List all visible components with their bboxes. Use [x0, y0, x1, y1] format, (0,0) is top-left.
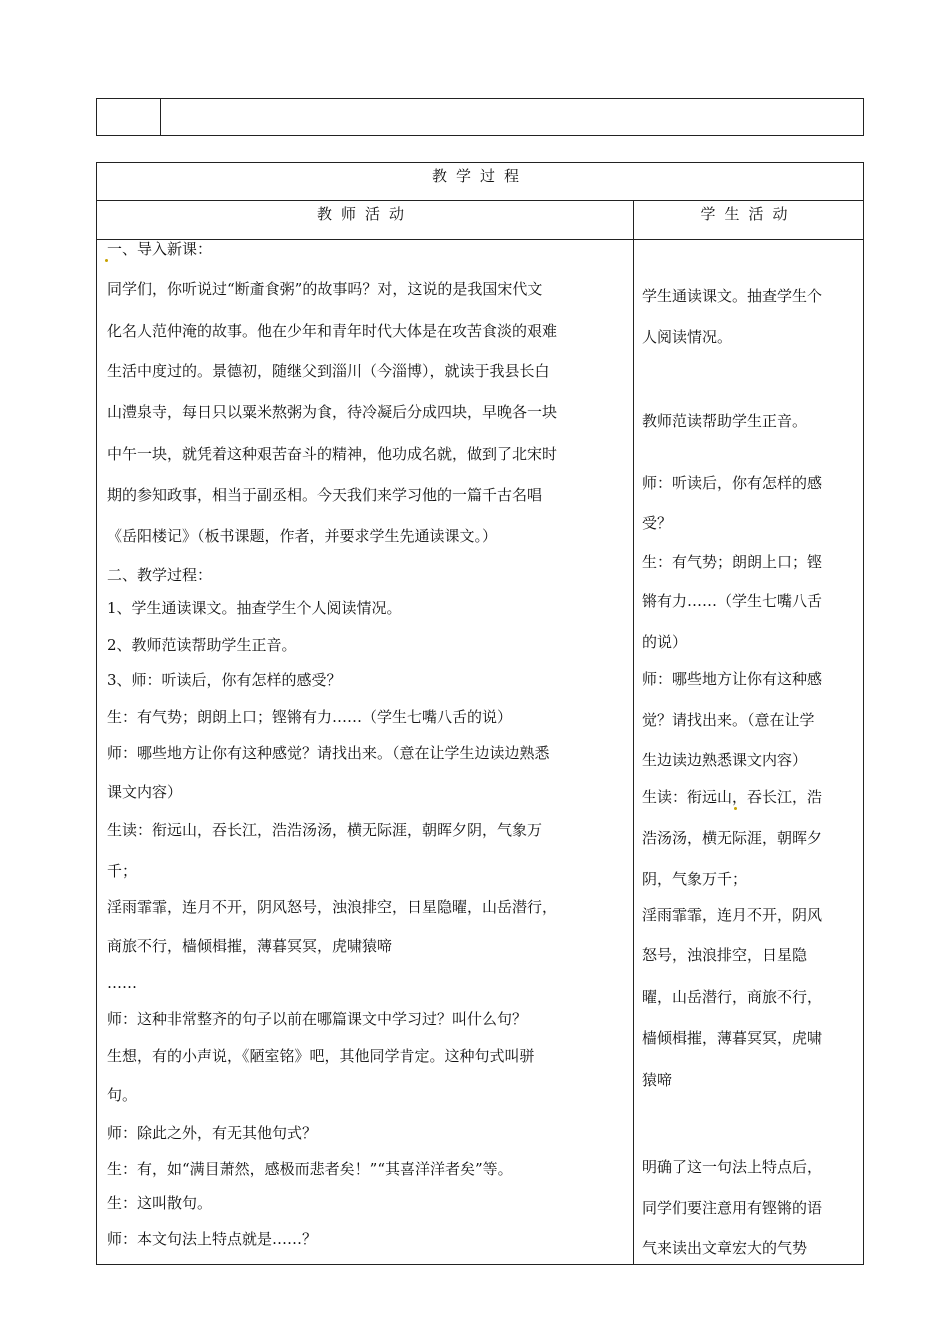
- student-line: 锵有力……（学生七嘴八舌: [642, 592, 823, 610]
- student-line: 人阅读情况。: [642, 328, 733, 346]
- teacher-line: 句。: [107, 1086, 138, 1104]
- student-line: 浩汤汤，横无际涯，朝晖夕: [642, 829, 823, 847]
- student-line: 受？: [642, 514, 673, 532]
- teacher-activity-header: 教师活动: [316, 205, 413, 223]
- student-line: 生：有气势；朗朗上口；铿: [642, 553, 823, 571]
- teacher-line: 《岳阳楼记》（板书课题，作者，并要求学生先通读课文。）: [107, 527, 498, 545]
- student-line: 的说）: [642, 633, 688, 651]
- teacher-line: ……: [107, 974, 137, 992]
- teacher-line: 生活中度过的。景德初，随继父到淄川（今淄博），就读于我县长白: [107, 362, 550, 380]
- student-line: 猿啼: [642, 1071, 673, 1089]
- teacher-line: 生想，有的小声说，《陋室铭》吧，其他同学肯定。这种句式叫骈: [107, 1047, 535, 1065]
- table-header-row: [97, 201, 863, 240]
- student-line: 明确了这一句法上特点后，: [642, 1158, 823, 1176]
- teacher-line: 生：有，如“满目萧然，感极而悲者矣！”“其喜洋洋者矣”等。: [107, 1160, 513, 1178]
- teacher-line: 课文内容）: [107, 783, 183, 801]
- teacher-line: 期的参知政事，相当于副丞相。今天我们来学习他的一篇千古名唱: [107, 486, 543, 504]
- teacher-line: 中午一块，就凭着这种艰苦奋斗的精神，他功成名就，做到了北宋时: [107, 445, 558, 463]
- teacher-line: 师：本文句法上特点就是……？: [107, 1230, 318, 1248]
- teacher-line: 千；: [107, 862, 138, 880]
- student-line: 淫雨霏霏，连月不开，阴风: [642, 906, 823, 924]
- teacher-line: 2、教师范读帮助学生正音。: [107, 636, 297, 654]
- student-line: 生读：衔远山，吞长江，浩: [642, 788, 823, 806]
- teacher-line: 生读：衔远山，吞长江，浩浩汤汤，横无际涯，朝晖夕阴，气象万: [107, 821, 543, 839]
- teacher-line: 淫雨霏霏，连月不开，阴风怒号，浊浪排空，日星隐曜，山岳潜行，: [107, 898, 558, 916]
- student-line: 同学们要注意用有铿锵的语: [642, 1199, 823, 1217]
- teacher-line: 化名人范仲淹的故事。他在少年和青年时代大体是在攻苦食淡的艰难: [107, 322, 558, 340]
- teacher-line: 同学们，你听说过“断齑食粥”的故事吗？对，这说的是我国宋代文: [107, 280, 543, 298]
- table-title: 教学过程: [97, 163, 863, 201]
- teacher-line: 商旅不行，樯倾楫摧，薄暮冥冥，虎啸猿啼: [107, 937, 393, 955]
- teacher-line: 3、师：听读后，你有怎样的感受？: [107, 671, 342, 689]
- student-line: 樯倾楫摧，薄暮冥冥，虎啸: [642, 1029, 823, 1047]
- teacher-line: 师：这种非常整齐的句子以前在哪篇课文中学习过？叫什么句？: [107, 1010, 528, 1028]
- student-line: 学生通读课文。抽查学生个: [642, 287, 823, 305]
- teacher-line: 1、学生通读课文。抽查学生个人阅读情况。: [107, 599, 402, 617]
- teacher-line: 师：哪些地方让你有这种感觉？请找出来。（意在让学生边读边熟悉: [107, 744, 550, 762]
- teaching-process-table: [96, 162, 864, 1265]
- teacher-line: 山澧泉寺，每日只以粟米熬粥为食，待冷凝后分成四块，早晚各一块: [107, 403, 558, 421]
- teacher-line: 师：除此之外，有无其他句式？: [107, 1124, 318, 1142]
- student-line: 怒号，浊浪排空，日星隐: [642, 946, 808, 964]
- column-divider: [633, 201, 634, 1264]
- header-cell-divider: [160, 99, 161, 135]
- annotation-mark: [734, 807, 737, 810]
- student-line: 教师范读帮助学生正音。: [642, 412, 808, 430]
- student-line: 曜，山岳潜行，商旅不行，: [642, 988, 823, 1006]
- header-info-table: [96, 98, 864, 136]
- student-line: 气来读出文章宏大的气势: [642, 1239, 808, 1257]
- student-line: 觉？请找出来。（意在让学: [642, 711, 815, 729]
- teacher-line: 二、教学过程：: [107, 566, 213, 584]
- teacher-line: 一、导入新课：: [107, 240, 213, 258]
- student-line: 阴，气象万千；: [642, 870, 748, 888]
- student-line: 师：听读后，你有怎样的感: [642, 474, 823, 492]
- student-line: 生边读边熟悉课文内容）: [642, 751, 808, 769]
- student-line: 师：哪些地方让你有这种感: [642, 670, 823, 688]
- teacher-line: 生：这叫散句。: [107, 1194, 213, 1212]
- annotation-mark: [105, 259, 108, 262]
- student-activity-header: 学生活动: [700, 205, 797, 223]
- teacher-line: 生：有气势；朗朗上口；铿锵有力……（学生七嘴八舌的说）: [107, 708, 513, 726]
